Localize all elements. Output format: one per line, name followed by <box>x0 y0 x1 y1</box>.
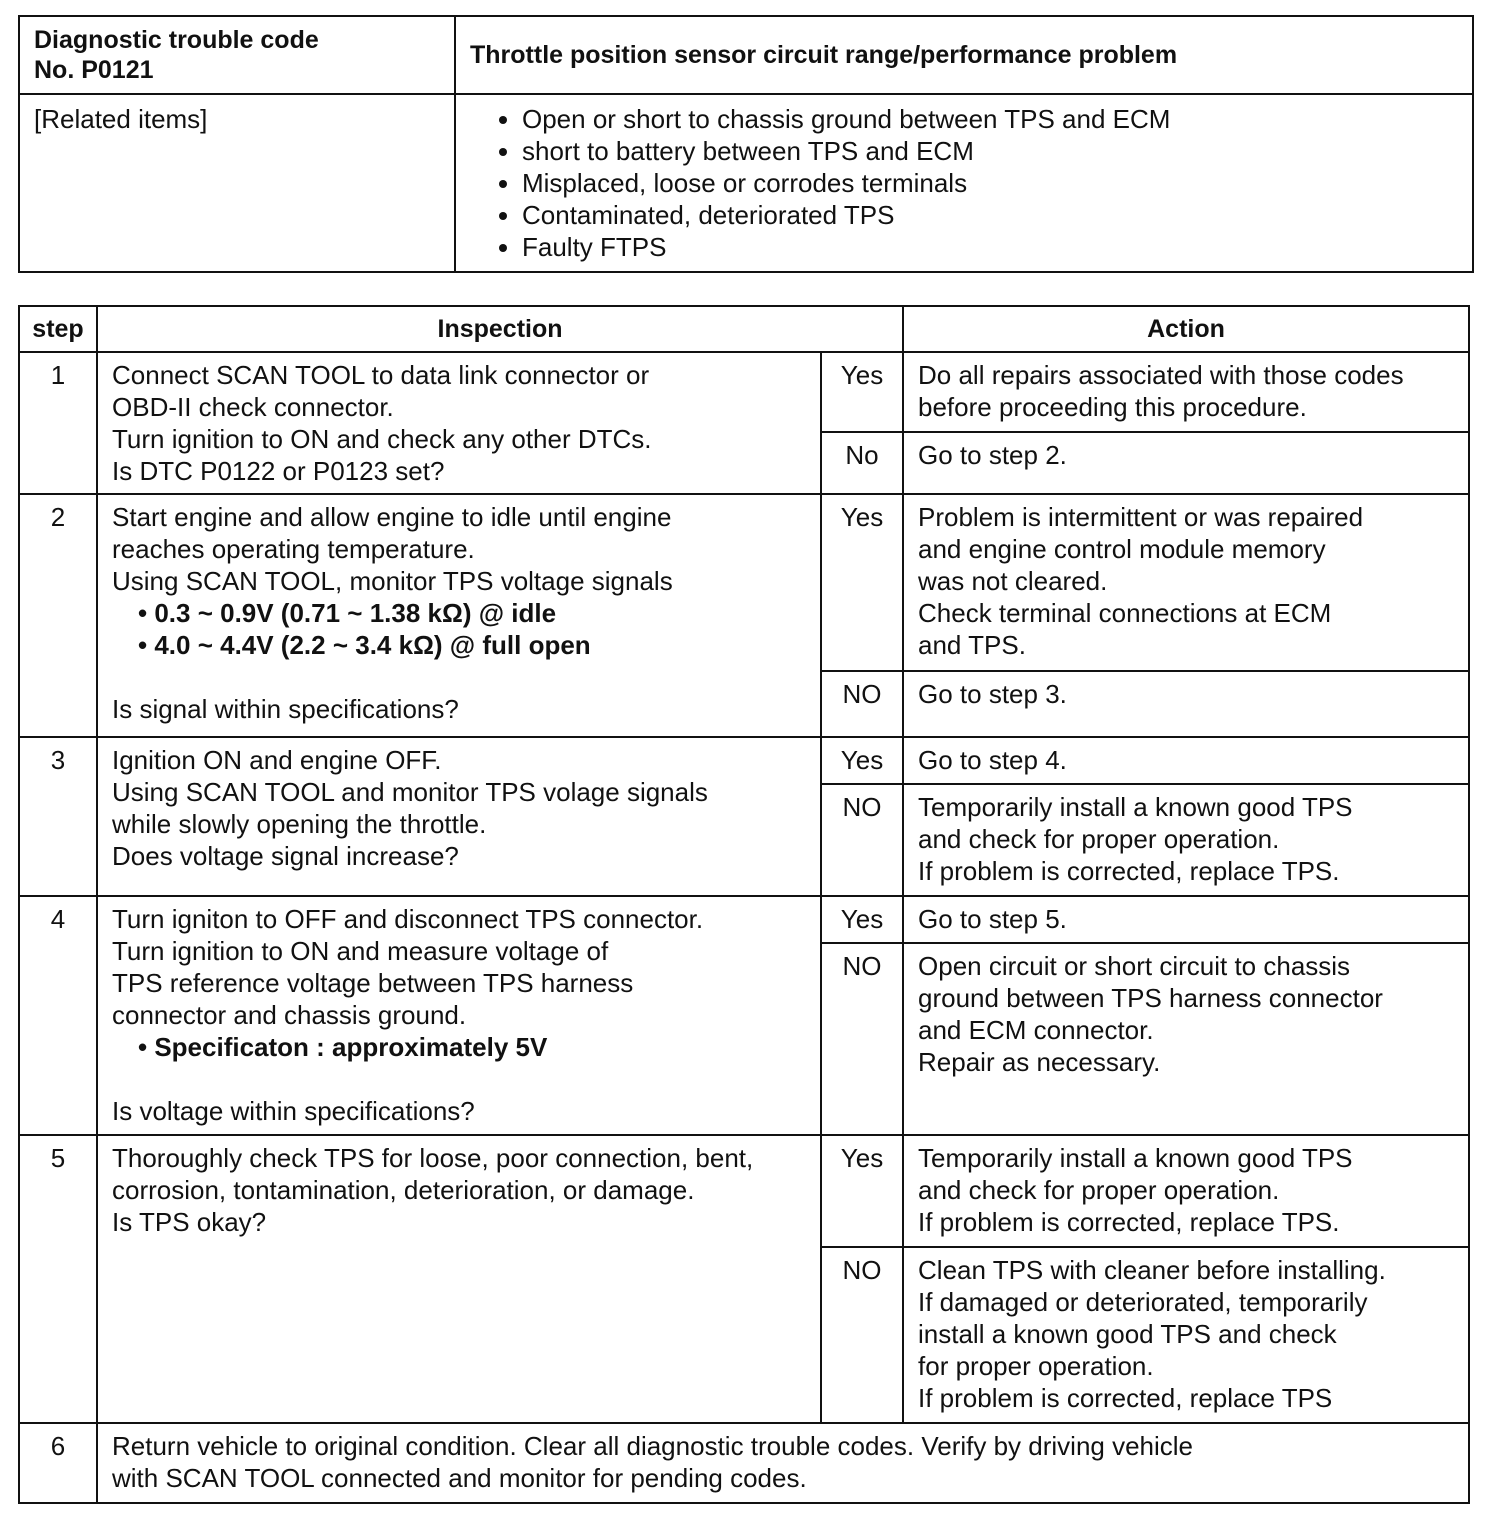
procedure-table <box>18 305 1470 1504</box>
no-label: No <box>821 432 903 494</box>
spec-item: • 4.0 ~ 4.4V (2.2 ~ 3.4 kΩ) @ full open <box>138 630 591 660</box>
action-line: for proper operation. <box>918 1351 1154 1381</box>
yes-label: Yes <box>821 896 903 943</box>
step-5-yes-action <box>903 1135 1469 1247</box>
inspection-line: reaches operating temperature. <box>112 534 475 564</box>
related-items-cell <box>455 94 1473 272</box>
action-line: If problem is corrected, replace TPS. <box>918 1207 1340 1237</box>
no-label: NO <box>821 671 903 737</box>
inspection-line: while slowly opening the throttle. <box>112 809 487 839</box>
inspection-line: Ignition ON and engine OFF. <box>112 745 442 775</box>
step-2-inspection <box>97 494 821 737</box>
no-label: NO <box>821 1247 903 1423</box>
spec-text: 4.0 ~ 4.4V (2.2 ~ 3.4 kΩ) @ full open <box>154 630 591 660</box>
action-line: If problem is corrected, replace TPS. <box>918 856 1340 886</box>
action-line: before proceeding this procedure. <box>918 392 1307 422</box>
inspection-line: Start engine and allow engine to idle until engine <box>112 502 672 532</box>
step-5-no-action <box>903 1247 1469 1423</box>
no-label: NO <box>821 943 903 1135</box>
yes-label: Yes <box>821 737 903 784</box>
inspection-line: Return vehicle to original condition. Clear all diagnostic trouble codes. Verify by driving vehicle <box>112 1431 1194 1461</box>
inspection-line: Turn ignition to ON and check any other DTCs. <box>112 424 652 454</box>
action-line: Check terminal connections at ECM <box>918 598 1332 628</box>
step-number: 1 <box>19 352 97 494</box>
action-line: was not cleared. <box>918 566 1108 596</box>
inspection-line: Using SCAN TOOL, monitor TPS voltage signals <box>112 566 673 596</box>
related-item: • Contaminated, deteriorated TPS <box>522 199 1458 231</box>
action-line: Temporarily install a known good TPS <box>918 792 1353 822</box>
inspection-line: Turn igniton to OFF and disconnect TPS connector. <box>112 904 704 934</box>
yes-label: Yes <box>821 1135 903 1247</box>
step-4-no-action <box>903 943 1469 1135</box>
dtc-info-table <box>18 15 1474 273</box>
step-number: 5 <box>19 1135 97 1423</box>
inspection-line: connector and chassis ground. <box>112 1000 467 1030</box>
step-1-inspection <box>97 352 821 494</box>
step-4-inspection <box>97 896 821 1135</box>
dtc-header-row <box>19 16 1473 94</box>
dtc-code-number: No. P0121 <box>34 56 154 84</box>
step-5-inspection <box>97 1135 821 1423</box>
step-number: 3 <box>19 737 97 896</box>
related-item: • Faulty FTPS <box>522 231 1458 263</box>
inspection-line: corrosion, tontamination, deterioration, or damage. <box>112 1175 695 1205</box>
step-header: step <box>19 306 97 352</box>
action-line: Go to step 5. <box>918 904 1067 934</box>
spec-item: • Specificaton : approximately 5V <box>138 1032 548 1062</box>
spec-text: 0.3 ~ 0.9V (0.71 ~ 1.38 kΩ) @ idle <box>154 598 557 628</box>
step-2-yes-row <box>19 494 1469 671</box>
step-4-yes-action <box>903 896 1469 943</box>
step-1-yes-action <box>903 352 1469 432</box>
inspection-line: TPS reference voltage between TPS harness <box>112 968 634 998</box>
dtc-code-label: Diagnostic trouble code <box>34 26 319 54</box>
action-line: Repair as necessary. <box>918 1047 1161 1077</box>
spec-item: • 0.3 ~ 0.9V (0.71 ~ 1.38 kΩ) @ idle <box>138 598 557 628</box>
action-line: and ECM connector. <box>918 1015 1154 1045</box>
inspection-line: Is DTC P0122 or P0123 set? <box>112 456 445 486</box>
yes-label: Yes <box>821 494 903 671</box>
inspection-line: Does voltage signal increase? <box>112 841 459 871</box>
related-items-list <box>470 103 1458 263</box>
action-line: ground between TPS harness connector <box>918 983 1383 1013</box>
inspection-line: with SCAN TOOL connected and monitor for pending codes. <box>112 1463 807 1493</box>
step-6-row <box>19 1423 1469 1503</box>
action-line: Problem is intermittent or was repaired <box>918 502 1364 532</box>
action-line: Open circuit or short circuit to chassis <box>918 951 1351 981</box>
action-line: and check for proper operation. <box>918 1175 1280 1205</box>
inspection-line: Thoroughly check TPS for loose, poor connection, bent, <box>112 1143 754 1173</box>
inspection-line: Is TPS okay? <box>112 1207 267 1237</box>
step-3-no-action <box>903 784 1469 896</box>
step-5-yes-row <box>19 1135 1469 1247</box>
action-line: and TPS. <box>918 630 1026 660</box>
inspection-line: Using SCAN TOOL and monitor TPS volage signals <box>112 777 708 807</box>
inspection-line: Connect SCAN TOOL to data link connector or <box>112 360 650 390</box>
action-line: and engine control module memory <box>918 534 1326 564</box>
action-line: and check for proper operation. <box>918 824 1280 854</box>
no-label: NO <box>821 784 903 896</box>
action-line: Go to step 3. <box>918 679 1067 709</box>
action-line: Temporarily install a known good TPS <box>918 1143 1353 1173</box>
action-header: Action <box>903 306 1469 352</box>
action-line: Do all repairs associated with those codes <box>918 360 1404 390</box>
procedure-header-row <box>19 306 1469 352</box>
action-line: Go to step 4. <box>918 745 1067 775</box>
step-number: 6 <box>19 1423 97 1503</box>
action-line: Clean TPS with cleaner before installing. <box>918 1255 1386 1285</box>
related-item: • short to battery between TPS and ECM <box>522 135 1458 167</box>
step-2-no-action <box>903 671 1469 737</box>
inspection-line: OBD-II check connector. <box>112 392 394 422</box>
action-line: Go to step 2. <box>918 440 1067 470</box>
step-6-inspection <box>97 1423 1469 1503</box>
dtc-code-cell <box>19 16 455 94</box>
action-line: If problem is corrected, replace TPS <box>918 1383 1333 1413</box>
step-3-yes-row <box>19 737 1469 784</box>
yes-label: Yes <box>821 352 903 432</box>
step-3-inspection <box>97 737 821 896</box>
step-1-no-action <box>903 432 1469 494</box>
action-line: install a known good TPS and check <box>918 1319 1337 1349</box>
inspection-question: Is signal within specifications? <box>112 694 459 724</box>
related-item: • Misplaced, loose or corrodes terminals <box>522 167 1458 199</box>
inspection-header: Inspection <box>97 306 903 352</box>
related-items-row <box>19 94 1473 272</box>
action-line: If damaged or deteriorated, temporarily <box>918 1287 1368 1317</box>
step-3-yes-action <box>903 737 1469 784</box>
step-4-yes-row <box>19 896 1469 943</box>
spec-text: Specificaton : approximately 5V <box>154 1032 548 1062</box>
inspection-question: Is voltage within specifications? <box>112 1096 475 1126</box>
inspection-line: Turn ignition to ON and measure voltage of <box>112 936 609 966</box>
step-number: 2 <box>19 494 97 737</box>
related-item: • Open or short to chassis ground between TPS and ECM <box>522 103 1458 135</box>
step-number: 4 <box>19 896 97 1135</box>
step-1-yes-row <box>19 352 1469 432</box>
dtc-title: Throttle position sensor circuit range/performance problem <box>455 16 1473 94</box>
step-2-yes-action <box>903 494 1469 671</box>
related-items-label: [Related items] <box>19 94 455 272</box>
